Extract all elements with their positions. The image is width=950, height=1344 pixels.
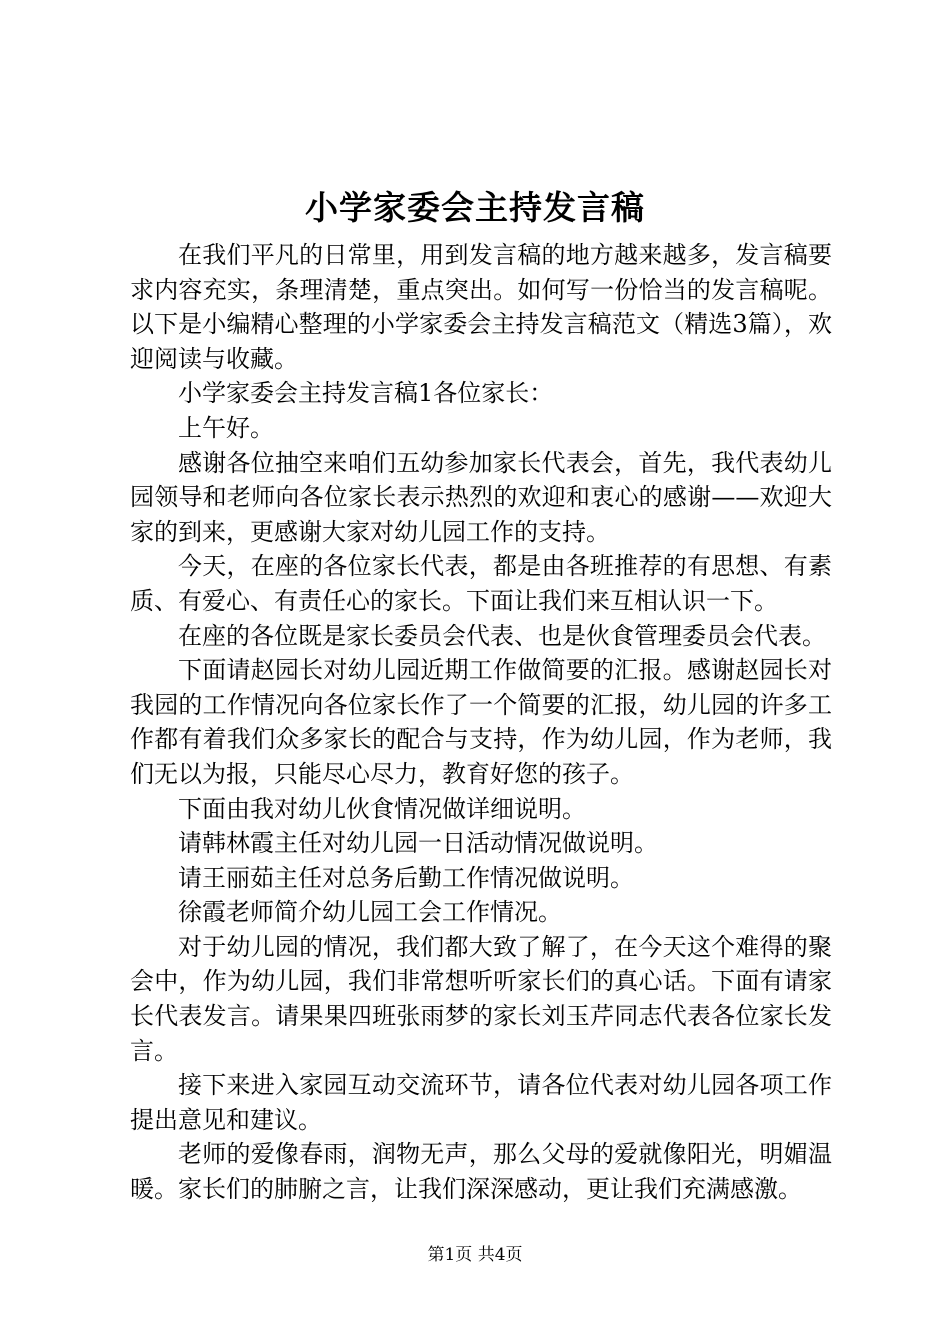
paragraph-thanks: 感谢各位抽空来咱们五幼参加家长代表会，首先，我代表幼儿园领导和老师向各位家长表示热烈的欢迎和衷心的感谢——欢迎大家的到来，更感谢大家对幼儿园工作的支持。 <box>130 448 832 546</box>
paragraph-gratitude: 老师的爱像春雨，润物无声，那么父母的爱就像阳光，明媚温暖。家长们的肺腑之言，让我们深深感动，更让我们充满感激。 <box>130 1140 832 1204</box>
page-footer: 第1页 共4页 <box>427 1245 523 1265</box>
paragraph-parent-speech: 对于幼儿园的情况，我们都大致了解了，在今天这个难得的聚会中，作为幼儿园，我们非常想听听家长们的真心话。下面有请家长代表发言。请果果四班张雨梦的家长刘玉芹同志代表各位家长发言。 <box>130 932 832 1065</box>
paragraph-daily-activities: 请韩林霞主任对幼儿园一日活动情况做说明。 <box>178 829 658 858</box>
paragraph-salutation: 小学家委会主持发言稿1各位家长： <box>178 379 554 408</box>
document-title: 小学家委会主持发言稿 <box>305 188 645 227</box>
paragraph-director-report: 下面请赵园长对幼儿园近期工作做简要的汇报。感谢赵园长对我园的工作情况向各位家长作了一个简要的汇报，幼儿园的许多工作都有着我们众多家长的配合与支持，作为幼儿园，作为老师，我们无以为报，只能尽心尽力，教育好您的孩子。 <box>130 656 832 788</box>
paragraph-interaction: 接下来进入家园互动交流环节，请各位代表对幼儿园各项工作提出意见和建议。 <box>130 1071 832 1134</box>
document-body <box>130 238 832 1207</box>
paragraph-meals: 下面由我对幼儿伙食情况做详细说明。 <box>178 794 586 823</box>
paragraph-greeting: 上午好。 <box>178 413 274 442</box>
paragraph-union: 徐霞老师简介幼儿园工会工作情况。 <box>178 898 562 927</box>
paragraph-intro: 在我们平凡的日常里，用到发言稿的地方越来越多，发言稿要求内容充实，条理清楚，重点突出。如何写一份恰当的发言稿呢。以下是小编精心整理的小学家委会主持发言稿范文（精选3篇），欢迎阅读与收藏。 <box>130 241 832 373</box>
paragraph-committee: 在座的各位既是家长委员会代表、也是伙食管理委员会代表。 <box>178 621 826 650</box>
paragraph-logistics: 请王丽茹主任对总务后勤工作情况做说明。 <box>178 863 634 892</box>
paragraph-introductions: 今天，在座的各位家长代表，都是由各班推荐的有思想、有素质、有爱心、有责任心的家长。下面让我们来互相认识一下。 <box>130 552 832 615</box>
